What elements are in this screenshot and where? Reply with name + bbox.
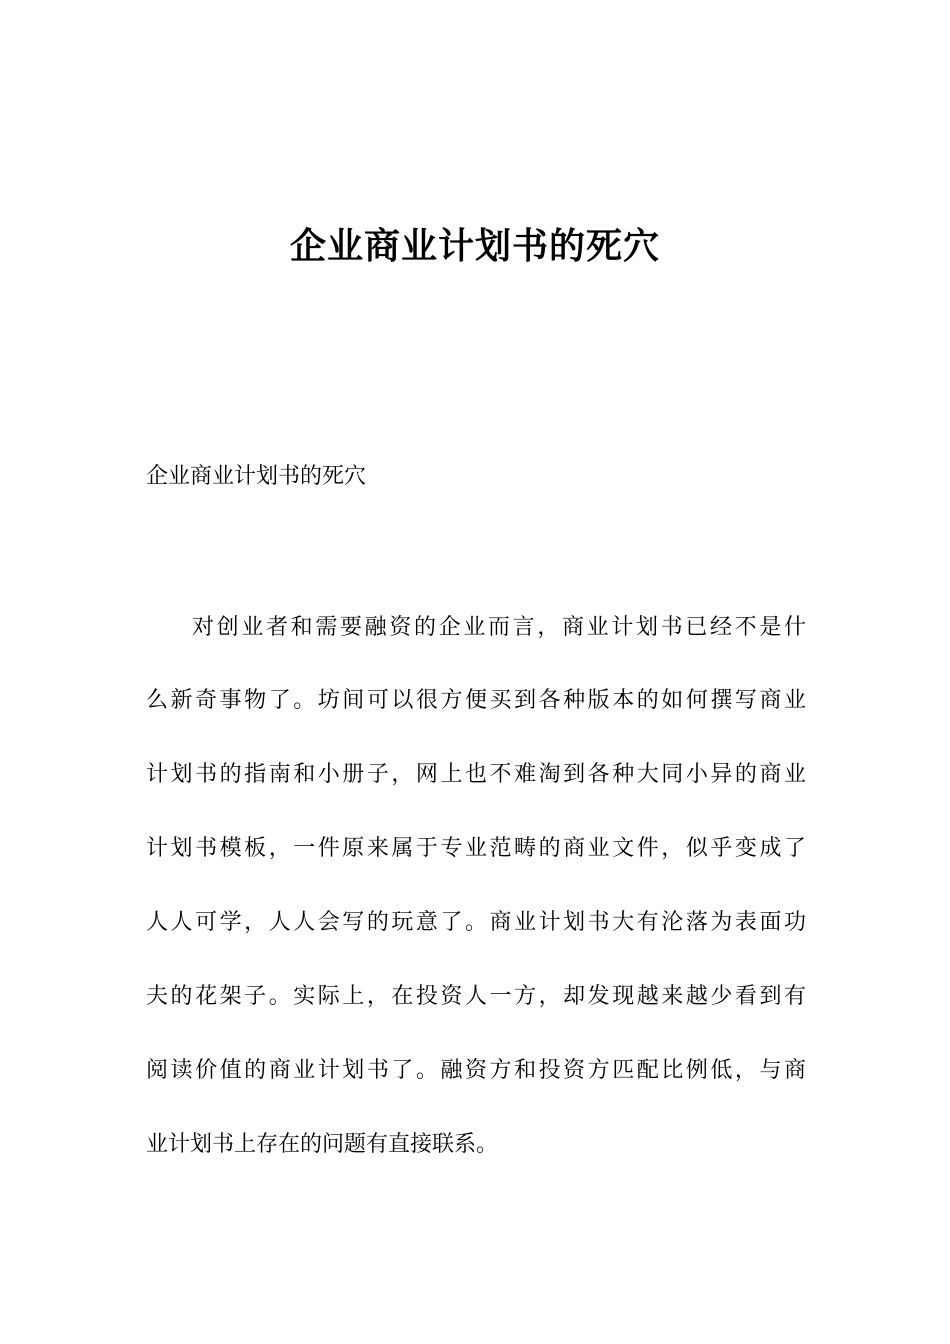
paragraph-line: 夫的花架子。实际上，在投资人一方，却发现越来越少看到有 [146, 984, 806, 1009]
paragraph-line: 计划书模板，一件原来属于专业范畴的商业文件，似乎变成了 [146, 836, 806, 861]
paragraph-line: 对创业者和需要融资的企业而言，商业计划书已经不是什 [192, 615, 806, 640]
paragraph-line: 计划书的指南和小册子，网上也不难淘到各种大同小异的商业 [146, 762, 806, 787]
document-title: 企业商业计划书的死穴 [289, 226, 660, 267]
document-subtitle: 企业商业计划书的死穴 [146, 464, 367, 489]
paragraph-line: 阅读价值的商业计划书了。融资方和投资方匹配比例低，与商 [146, 1058, 806, 1083]
paragraph-line: 么新奇事物了。坊间可以很方便买到各种版本的如何撰写商业 [146, 688, 806, 713]
paragraph-line: 业计划书上存在的问题有直接联系。 [146, 1132, 499, 1157]
paragraph-line: 人人可学，人人会写的玩意了。商业计划书大有沦落为表面功 [146, 910, 806, 935]
